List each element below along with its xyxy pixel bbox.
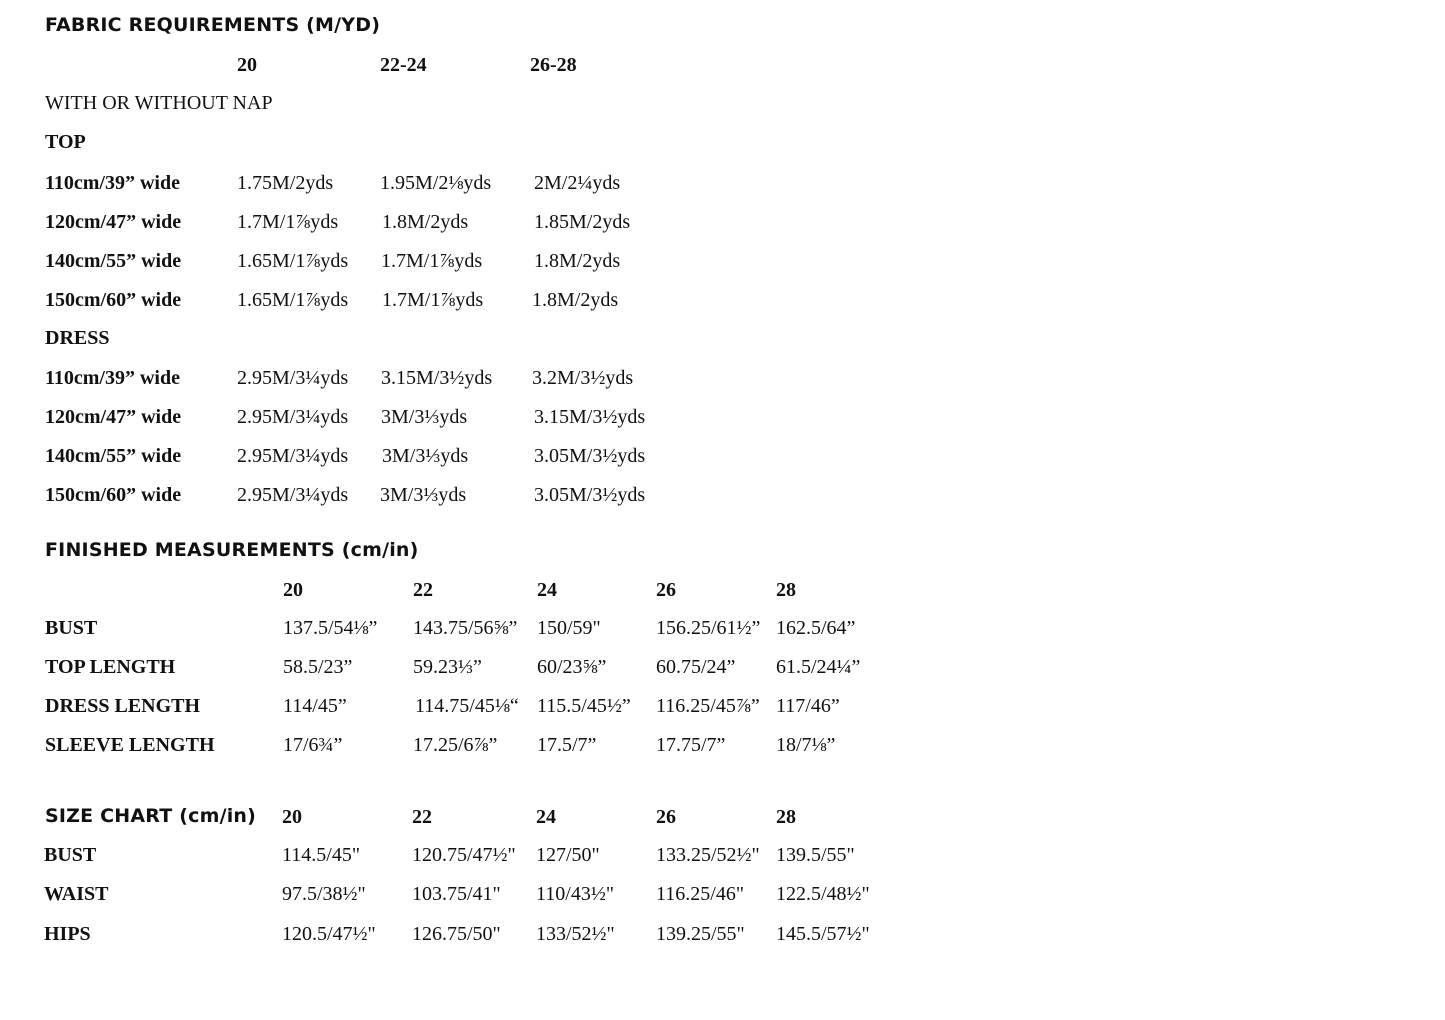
size-chart-value: 122.5/48½" [776, 883, 870, 905]
measurement-value: 17/6¾” [283, 734, 343, 756]
measurement-value: 17.75/7” [656, 734, 726, 756]
finished-size-header: 28 [776, 579, 796, 601]
fabric-value: 3.2M/3½yds [532, 367, 634, 389]
size-chart-value: 126.75/50" [412, 923, 501, 945]
measurement-value: 114.75/45⅛“ [415, 695, 519, 717]
fabric-value: 1.65M/1⅞yds [237, 250, 349, 272]
fabric-value: 1.8M/2yds [534, 250, 621, 272]
size-chart-value: 116.25/46" [656, 883, 744, 905]
fabric-width-label: 140cm/55” wide [45, 250, 182, 272]
size-chart-value: 120.5/47½" [282, 923, 376, 945]
measurement-value: 143.75/56⅝” [413, 617, 518, 639]
finished-size-header: 22 [413, 579, 433, 601]
size-chart-value: 133/52½" [536, 923, 615, 945]
measurement-value: 18/7⅛” [776, 734, 836, 756]
fabric-size-header: 26-28 [530, 54, 577, 76]
finished-size-header: 20 [283, 579, 303, 601]
top-section-label: TOP [45, 131, 86, 153]
size-chart-value: 127/50" [536, 844, 600, 866]
size-chart-value: 97.5/38½" [282, 883, 366, 905]
fabric-value: 3M/3⅓yds [382, 445, 469, 467]
measurement-value: 115.5/45½” [537, 695, 631, 717]
measurement-value: 60/23⅝” [537, 656, 607, 678]
fabric-width-label: 150cm/60” wide [45, 484, 182, 506]
measurement-value: 117/46” [776, 695, 840, 717]
measurement-value: 156.25/61½” [656, 617, 761, 639]
fabric-value: 3.15M/3½yds [534, 406, 646, 428]
measurement-value: 61.5/24¼” [776, 656, 861, 678]
fabric-value: 3M/3⅓yds [380, 484, 467, 506]
size-chart-value: 120.75/47½" [412, 844, 516, 866]
fabric-value: 2.95M/3¼yds [237, 484, 349, 506]
size-chart-label: BUST [44, 844, 97, 866]
fabric-value: 2M/2¼yds [534, 172, 621, 194]
measurement-value: 162.5/64” [776, 617, 856, 639]
measurement-value: 59.23⅓” [413, 656, 482, 678]
fabric-value: 3.05M/3½yds [534, 445, 646, 467]
fabric-value: 1.8M/2yds [382, 211, 469, 233]
measurement-label: DRESS LENGTH [45, 695, 201, 717]
fabric-value: 1.65M/1⅞yds [237, 289, 349, 311]
fabric-value: 1.7M/1⅞yds [237, 211, 339, 233]
measurement-value: 17.25/6⅞” [413, 734, 498, 756]
size-chart-size-header: 20 [282, 806, 302, 828]
size-chart-value: 133.25/52½" [656, 844, 760, 866]
finished-measurements-title: FINISHED MEASUREMENTS (cm/in) [45, 539, 419, 561]
size-chart-label: WAIST [44, 883, 109, 905]
measurement-value: 58.5/23” [283, 656, 353, 678]
fabric-value: 3.15M/3½yds [381, 367, 493, 389]
fabric-value: 2.95M/3¼yds [237, 367, 349, 389]
measurement-label: BUST [45, 617, 98, 639]
fabric-value: 2.95M/3¼yds [237, 445, 349, 467]
fabric-width-label: 120cm/47” wide [45, 211, 182, 233]
size-chart-size-header: 22 [412, 806, 432, 828]
fabric-value: 1.7M/1⅞yds [382, 289, 484, 311]
fabric-width-label: 110cm/39” wide [45, 367, 180, 389]
measurement-label: TOP LENGTH [45, 656, 176, 678]
fabric-width-label: 150cm/60” wide [45, 289, 182, 311]
size-chart-title: SIZE CHART (cm/in) [45, 805, 257, 827]
size-chart-value: 139.25/55" [656, 923, 745, 945]
fabric-width-label: 110cm/39” wide [45, 172, 180, 194]
fabric-value: 3.05M/3½yds [534, 484, 646, 506]
fabric-value: 1.8M/2yds [532, 289, 619, 311]
fabric-value: 1.95M/2⅛yds [380, 172, 492, 194]
fabric-value: 1.7M/1⅞yds [381, 250, 483, 272]
finished-size-header: 24 [537, 579, 557, 601]
size-chart-value: 103.75/41" [412, 883, 501, 905]
measurement-value: 150/59" [537, 617, 601, 639]
fabric-requirements-title: FABRIC REQUIREMENTS (M/YD) [45, 14, 381, 36]
finished-size-header: 26 [656, 579, 676, 601]
fabric-value: 1.85M/2yds [534, 211, 631, 233]
measurement-value: 116.25/45⅞” [656, 695, 760, 717]
fabric-value: 2.95M/3¼yds [237, 406, 349, 428]
size-chart-size-header: 24 [536, 806, 556, 828]
size-chart-value: 139.5/55" [776, 844, 855, 866]
size-chart-label: HIPS [44, 923, 91, 945]
fabric-size-header: 22-24 [380, 54, 427, 76]
measurement-label: SLEEVE LENGTH [45, 734, 215, 756]
fabric-size-header: 20 [237, 54, 257, 76]
size-chart-value: 114.5/45" [282, 844, 360, 866]
fabric-width-label: 120cm/47” wide [45, 406, 182, 428]
measurement-value: 137.5/54⅛” [283, 617, 378, 639]
nap-subtitle: WITH OR WITHOUT NAP [45, 92, 273, 114]
size-chart-value: 110/43½" [536, 883, 614, 905]
size-chart-value: 145.5/57½" [776, 923, 870, 945]
dress-section-label: DRESS [45, 327, 110, 349]
measurement-value: 60.75/24” [656, 656, 736, 678]
fabric-width-label: 140cm/55” wide [45, 445, 182, 467]
fabric-value: 3M/3⅓yds [381, 406, 468, 428]
measurement-value: 17.5/7” [537, 734, 597, 756]
measurement-value: 114/45” [283, 695, 347, 717]
size-chart-size-header: 28 [776, 806, 796, 828]
size-chart-size-header: 26 [656, 806, 676, 828]
fabric-value: 1.75M/2yds [237, 172, 334, 194]
